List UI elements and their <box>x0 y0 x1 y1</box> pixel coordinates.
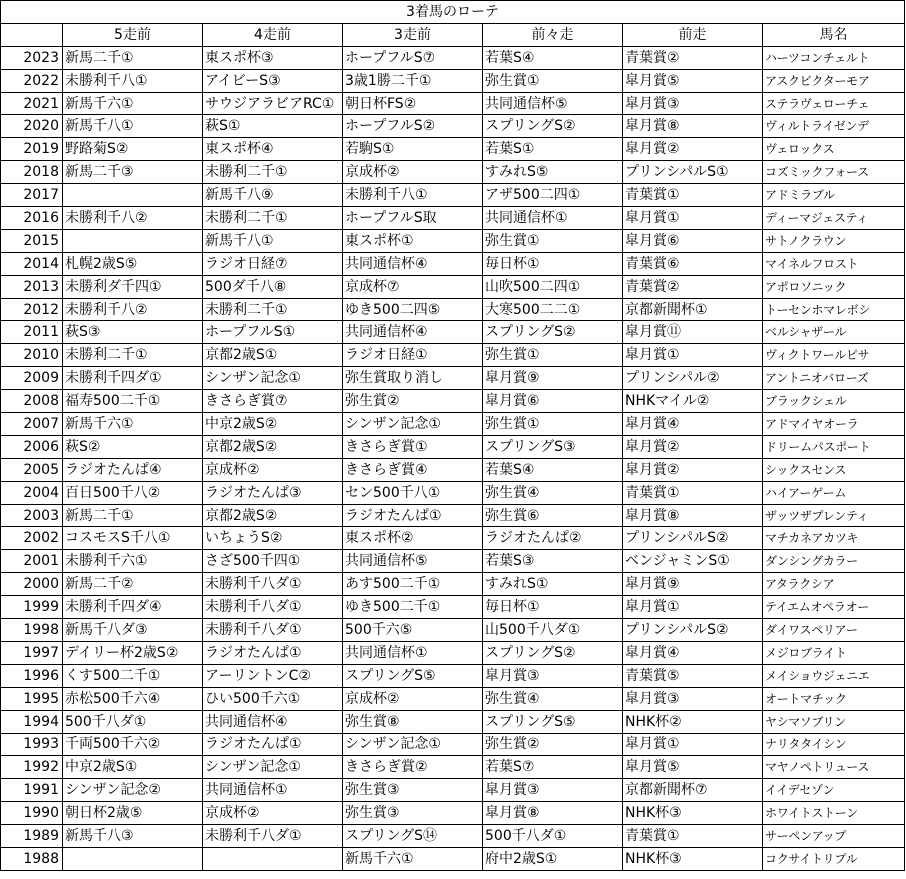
table-row <box>1 115 905 138</box>
race-last-cell: 皐月賞④ <box>623 641 763 664</box>
race-last-cell: 京都新聞杯⑦ <box>623 779 763 802</box>
year-cell: 2000 <box>1 573 63 596</box>
horse-name-cell: コクサイトリプル <box>763 847 905 870</box>
year-cell: 1996 <box>1 664 63 687</box>
table-row <box>1 710 905 733</box>
race-5-ago-cell: 未勝利千四ダ① <box>63 367 203 390</box>
race-4-ago-cell <box>203 847 343 870</box>
race-4-ago-cell: 新馬千八① <box>203 229 343 252</box>
race-2-ago-cell: 大寒500二二① <box>483 298 623 321</box>
year-cell: 2021 <box>1 92 63 115</box>
race-3-ago-cell: 弥生賞⑧ <box>343 710 483 733</box>
race-3-ago-cell: シンザン記念① <box>343 413 483 436</box>
race-4-ago-cell: 東スポ杯④ <box>203 138 343 161</box>
horse-name-cell: アスクビクターモア <box>763 69 905 92</box>
race-4-ago-cell: シンザン記念① <box>203 367 343 390</box>
table-row <box>1 92 905 115</box>
race-5-ago-cell: 赤松500千六④ <box>63 687 203 710</box>
race-last-cell: 皐月賞⑧ <box>623 504 763 527</box>
race-2-ago-cell: 弥生賞④ <box>483 481 623 504</box>
race-3-ago-cell: ゆき500二四⑤ <box>343 298 483 321</box>
race-4-ago-cell: 共同通信杯① <box>203 779 343 802</box>
table-row <box>1 46 905 69</box>
table-row <box>1 161 905 184</box>
table-row <box>1 69 905 92</box>
race-last-cell: NHKマイル② <box>623 390 763 413</box>
race-2-ago-cell: ラジオたんぱ② <box>483 527 623 550</box>
year-cell: 2017 <box>1 184 63 207</box>
table-row <box>1 367 905 390</box>
table-row <box>1 687 905 710</box>
race-2-ago-cell: 共同通信杯① <box>483 207 623 230</box>
race-3-ago-cell: 未勝利千八① <box>343 184 483 207</box>
year-cell: 2015 <box>1 229 63 252</box>
race-3-ago-cell: 東スポ杯② <box>343 527 483 550</box>
year-cell: 2004 <box>1 481 63 504</box>
table-row <box>1 733 905 756</box>
year-cell: 2006 <box>1 435 63 458</box>
race-3-ago-cell: 弥生賞取り消し <box>343 367 483 390</box>
race-last-cell: 皐月賞⑤ <box>623 756 763 779</box>
race-2-ago-cell: 若葉S④ <box>483 458 623 481</box>
year-cell: 2010 <box>1 344 63 367</box>
race-5-ago-cell: 中京2歳S① <box>63 756 203 779</box>
horse-name-cell: ダイワスペリアー <box>763 619 905 642</box>
race-4-ago-cell: アイビーS③ <box>203 69 343 92</box>
horse-name-cell: ハイアーゲーム <box>763 481 905 504</box>
race-3-ago-cell: 共同通信杯④ <box>343 321 483 344</box>
race-4-ago-cell: ラジオたんぱ③ <box>203 481 343 504</box>
horse-name-cell: ハーツコンチェルト <box>763 46 905 69</box>
horse-name-cell: ドリームパスポート <box>763 435 905 458</box>
race-last-cell: 皐月賞① <box>623 733 763 756</box>
race-5-ago-cell: デイリー杯2歳S② <box>63 641 203 664</box>
race-last-cell: 皐月賞② <box>623 138 763 161</box>
horse-name-cell: ベルシャザール <box>763 321 905 344</box>
race-last-cell: 皐月賞⑥ <box>623 229 763 252</box>
race-2-ago-cell: 弥生賞④ <box>483 687 623 710</box>
race-2-ago-cell: 500千八ダ① <box>483 825 623 848</box>
race-2-ago-cell: スプリングS② <box>483 115 623 138</box>
race-2-ago-cell: 山500千八ダ① <box>483 619 623 642</box>
race-last-cell: 皐月賞④ <box>623 413 763 436</box>
header-5-races-ago: 5走前 <box>63 23 203 46</box>
table-row <box>1 664 905 687</box>
race-4-ago-cell: 京成杯② <box>203 458 343 481</box>
race-4-ago-cell: きさらぎ賞⑦ <box>203 390 343 413</box>
year-cell: 2001 <box>1 550 63 573</box>
race-last-cell: 皐月賞② <box>623 458 763 481</box>
race-5-ago-cell: 新馬二千① <box>63 46 203 69</box>
race-3-ago-cell: セン500千八① <box>343 481 483 504</box>
race-4-ago-cell: ラジオたんぱ① <box>203 733 343 756</box>
year-cell: 1991 <box>1 779 63 802</box>
horse-name-cell: トーセンホマレボシ <box>763 298 905 321</box>
race-3-ago-cell: 京成杯⑦ <box>343 275 483 298</box>
race-5-ago-cell: 千両500千六② <box>63 733 203 756</box>
race-5-ago-cell: 新馬二千② <box>63 573 203 596</box>
race-last-cell: 青葉賞⑤ <box>623 664 763 687</box>
race-5-ago-cell: 百日500千八② <box>63 481 203 504</box>
race-last-cell: NHK杯② <box>623 710 763 733</box>
race-4-ago-cell: 未勝利千八ダ① <box>203 825 343 848</box>
race-3-ago-cell: 京成杯② <box>343 161 483 184</box>
race-5-ago-cell <box>63 184 203 207</box>
table-row <box>1 619 905 642</box>
table-title: 3着馬のローテ <box>1 1 905 24</box>
year-cell: 2008 <box>1 390 63 413</box>
race-3-ago-cell: ホープフルS⑦ <box>343 46 483 69</box>
race-3-ago-cell: きさらぎ賞② <box>343 756 483 779</box>
race-5-ago-cell <box>63 229 203 252</box>
race-last-cell: ベンジャミンS① <box>623 550 763 573</box>
race-4-ago-cell: 未勝利千八ダ① <box>203 596 343 619</box>
race-5-ago-cell: 未勝利千八② <box>63 207 203 230</box>
race-2-ago-cell: スプリングS② <box>483 321 623 344</box>
table-row <box>1 573 905 596</box>
table-row <box>1 756 905 779</box>
header-4-races-ago: 4走前 <box>203 23 343 46</box>
race-2-ago-cell: すみれS① <box>483 573 623 596</box>
race-2-ago-cell: 皐月賞⑧ <box>483 802 623 825</box>
horse-name-cell: アポロソニック <box>763 275 905 298</box>
race-5-ago-cell: 野路菊S② <box>63 138 203 161</box>
race-2-ago-cell: 毎日杯① <box>483 252 623 275</box>
race-2-ago-cell: 皐月賞③ <box>483 779 623 802</box>
race-2-ago-cell: 皐月賞⑥ <box>483 390 623 413</box>
race-3-ago-cell: 弥生賞③ <box>343 779 483 802</box>
race-2-ago-cell: すみれS⑤ <box>483 161 623 184</box>
race-last-cell: 青葉賞⑥ <box>623 252 763 275</box>
race-3-ago-cell: 共同通信杯⑤ <box>343 550 483 573</box>
race-5-ago-cell: シンザン記念② <box>63 779 203 802</box>
race-5-ago-cell <box>63 847 203 870</box>
table-row <box>1 550 905 573</box>
race-5-ago-cell: くす500二千① <box>63 664 203 687</box>
year-cell: 1994 <box>1 710 63 733</box>
year-cell: 2019 <box>1 138 63 161</box>
race-last-cell: 皐月賞⑧ <box>623 115 763 138</box>
race-3-ago-cell: ラジオ日経① <box>343 344 483 367</box>
race-3-ago-cell: スプリングS⑤ <box>343 664 483 687</box>
race-4-ago-cell: 新馬千八⑨ <box>203 184 343 207</box>
race-2-ago-cell: 弥生賞⑥ <box>483 504 623 527</box>
race-4-ago-cell: 京成杯② <box>203 802 343 825</box>
race-5-ago-cell: 萩S③ <box>63 321 203 344</box>
table-row <box>1 825 905 848</box>
year-cell: 2022 <box>1 69 63 92</box>
horse-name-cell: ステラヴェローチェ <box>763 92 905 115</box>
race-3-ago-cell: 若駒S① <box>343 138 483 161</box>
year-cell: 1989 <box>1 825 63 848</box>
table-row <box>1 435 905 458</box>
year-cell: 2013 <box>1 275 63 298</box>
table-row <box>1 847 905 870</box>
table-row <box>1 641 905 664</box>
race-3-ago-cell: あす500二千① <box>343 573 483 596</box>
title-row <box>1 1 905 24</box>
year-cell: 2003 <box>1 504 63 527</box>
year-cell: 1998 <box>1 619 63 642</box>
race-2-ago-cell: 若葉S④ <box>483 46 623 69</box>
race-5-ago-cell: コスモスS千八① <box>63 527 203 550</box>
race-last-cell: 皐月賞⑨ <box>623 573 763 596</box>
horse-name-cell: ナリタタイシン <box>763 733 905 756</box>
race-2-ago-cell: 若葉S① <box>483 138 623 161</box>
race-2-ago-cell: 若葉S⑦ <box>483 756 623 779</box>
table-row <box>1 390 905 413</box>
race-2-ago-cell: 共同通信杯⑤ <box>483 92 623 115</box>
race-3-ago-cell: 新馬千六① <box>343 847 483 870</box>
race-2-ago-cell: 弥生賞① <box>483 69 623 92</box>
race-last-cell: 皐月賞⑤ <box>623 69 763 92</box>
race-2-ago-cell: 若葉S③ <box>483 550 623 573</box>
horse-name-cell: イイデセゾン <box>763 779 905 802</box>
horse-name-cell: テイエムオペラオー <box>763 596 905 619</box>
race-3-ago-cell: 東スポ杯① <box>343 229 483 252</box>
header-row <box>1 23 905 46</box>
race-4-ago-cell: 未勝利千八ダ① <box>203 573 343 596</box>
race-4-ago-cell: 未勝利二千① <box>203 298 343 321</box>
race-5-ago-cell: 福寿500二千① <box>63 390 203 413</box>
race-4-ago-cell: ひい500千六① <box>203 687 343 710</box>
race-4-ago-cell: さざ500千四① <box>203 550 343 573</box>
table-row <box>1 321 905 344</box>
race-last-cell: 青葉賞② <box>623 46 763 69</box>
race-3-ago-cell: 京成杯② <box>343 687 483 710</box>
year-cell: 1995 <box>1 687 63 710</box>
year-cell: 2011 <box>1 321 63 344</box>
horse-name-cell: マイネルフロスト <box>763 252 905 275</box>
table-body <box>1 46 905 870</box>
race-5-ago-cell: 未勝利千四ダ④ <box>63 596 203 619</box>
year-cell: 1990 <box>1 802 63 825</box>
year-cell: 2020 <box>1 115 63 138</box>
race-3-ago-cell: 3歳1勝二千① <box>343 69 483 92</box>
race-3-ago-cell: 朝日杯FS② <box>343 92 483 115</box>
year-cell: 2002 <box>1 527 63 550</box>
year-cell: 2023 <box>1 46 63 69</box>
table-row <box>1 481 905 504</box>
race-5-ago-cell: 新馬千六① <box>63 92 203 115</box>
race-3-ago-cell: 弥生賞② <box>343 390 483 413</box>
horse-name-cell: ザッツザプレンティ <box>763 504 905 527</box>
race-last-cell: 皐月賞① <box>623 207 763 230</box>
race-2-ago-cell: 皐月賞⑨ <box>483 367 623 390</box>
race-5-ago-cell: 未勝利ダ千四① <box>63 275 203 298</box>
race-4-ago-cell: サウジアラビアRC① <box>203 92 343 115</box>
race-4-ago-cell: アーリントンC② <box>203 664 343 687</box>
year-cell: 1993 <box>1 733 63 756</box>
header-2-races-ago: 前々走 <box>483 23 623 46</box>
table-row <box>1 207 905 230</box>
race-5-ago-cell: 未勝利千六① <box>63 550 203 573</box>
table-row <box>1 252 905 275</box>
year-cell: 2005 <box>1 458 63 481</box>
race-last-cell: プリンシパルS② <box>623 619 763 642</box>
race-4-ago-cell: 共同通信杯④ <box>203 710 343 733</box>
year-cell: 2016 <box>1 207 63 230</box>
year-cell: 1999 <box>1 596 63 619</box>
race-4-ago-cell: 未勝利二千① <box>203 207 343 230</box>
race-4-ago-cell: 京都2歳S② <box>203 504 343 527</box>
race-2-ago-cell: スプリングS② <box>483 641 623 664</box>
race-5-ago-cell: 新馬二千③ <box>63 161 203 184</box>
race-3-ago-cell: きさらぎ賞① <box>343 435 483 458</box>
race-last-cell: プリンシパルS② <box>623 527 763 550</box>
race-5-ago-cell: 萩S② <box>63 435 203 458</box>
race-4-ago-cell: 500ダ千八⑧ <box>203 275 343 298</box>
table-row <box>1 779 905 802</box>
horse-name-cell: オートマチック <box>763 687 905 710</box>
horse-name-cell: メイショウジェニエ <box>763 664 905 687</box>
table-row <box>1 413 905 436</box>
race-last-cell: 青葉賞① <box>623 825 763 848</box>
race-last-cell: 皐月賞② <box>623 435 763 458</box>
race-last-cell: 京都新聞杯① <box>623 298 763 321</box>
race-5-ago-cell: 新馬千八③ <box>63 825 203 848</box>
table-row <box>1 184 905 207</box>
horse-name-cell: ヴィクトワールピサ <box>763 344 905 367</box>
horse-name-cell: アドミラブル <box>763 184 905 207</box>
race-2-ago-cell: スプリングS⑤ <box>483 710 623 733</box>
race-4-ago-cell: ホープフルS① <box>203 321 343 344</box>
race-4-ago-cell: 京都2歳S② <box>203 435 343 458</box>
header-year <box>1 23 63 46</box>
horse-name-cell: ブラックシェル <box>763 390 905 413</box>
year-cell: 1988 <box>1 847 63 870</box>
race-5-ago-cell: 未勝利千八② <box>63 298 203 321</box>
race-5-ago-cell: ラジオたんぱ④ <box>63 458 203 481</box>
race-4-ago-cell: 京都2歳S① <box>203 344 343 367</box>
horse-name-cell: ヤシマソブリン <box>763 710 905 733</box>
race-3-ago-cell: 500千六⑤ <box>343 619 483 642</box>
race-5-ago-cell: 500千八ダ① <box>63 710 203 733</box>
race-3-ago-cell: スプリングS⑭ <box>343 825 483 848</box>
race-last-cell: 皐月賞① <box>623 344 763 367</box>
horse-name-cell: メジロブライト <box>763 641 905 664</box>
race-4-ago-cell: 未勝利二千① <box>203 161 343 184</box>
race-last-cell: プリンシパル② <box>623 367 763 390</box>
race-3-ago-cell: ホープフルS② <box>343 115 483 138</box>
race-5-ago-cell: 新馬千六① <box>63 413 203 436</box>
race-4-ago-cell: シンザン記念① <box>203 756 343 779</box>
race-4-ago-cell: 中京2歳S② <box>203 413 343 436</box>
header-3-races-ago: 3走前 <box>343 23 483 46</box>
horse-name-cell: コズミックフォース <box>763 161 905 184</box>
table-row <box>1 344 905 367</box>
year-cell: 2018 <box>1 161 63 184</box>
horse-name-cell: マチカネアカツキ <box>763 527 905 550</box>
table-row <box>1 458 905 481</box>
race-last-cell: プリンシパルS① <box>623 161 763 184</box>
race-3-ago-cell: ホープフルS取 <box>343 207 483 230</box>
race-last-cell: 青葉賞② <box>623 275 763 298</box>
race-2-ago-cell: スプリングS③ <box>483 435 623 458</box>
race-4-ago-cell: 未勝利千八ダ① <box>203 619 343 642</box>
horse-name-cell: アントニオバローズ <box>763 367 905 390</box>
horse-name-cell: ダンシングカラー <box>763 550 905 573</box>
race-5-ago-cell: 未勝利千八① <box>63 69 203 92</box>
race-2-ago-cell: 府中2歳S① <box>483 847 623 870</box>
race-5-ago-cell: 新馬二千① <box>63 504 203 527</box>
header-last-race: 前走 <box>623 23 763 46</box>
horse-name-cell: ヴィルトライゼンデ <box>763 115 905 138</box>
race-last-cell: NHK杯③ <box>623 847 763 870</box>
year-cell: 2014 <box>1 252 63 275</box>
race-3-ago-cell: 弥生賞③ <box>343 802 483 825</box>
horse-name-cell: ヴェロックス <box>763 138 905 161</box>
race-3-ago-cell: ゆき500二千① <box>343 596 483 619</box>
race-5-ago-cell: 未勝利二千① <box>63 344 203 367</box>
race-last-cell: 皐月賞③ <box>623 687 763 710</box>
race-last-cell: 青葉賞① <box>623 481 763 504</box>
horse-name-cell: サーペンアップ <box>763 825 905 848</box>
header-horse-name: 馬名 <box>763 23 905 46</box>
race-2-ago-cell: 皐月賞③ <box>483 664 623 687</box>
race-3-ago-cell: ラジオたんぱ① <box>343 504 483 527</box>
year-cell: 1992 <box>1 756 63 779</box>
race-5-ago-cell: 朝日杯2歳⑤ <box>63 802 203 825</box>
horse-name-cell: アドマイヤオーラ <box>763 413 905 436</box>
table-row <box>1 527 905 550</box>
race-3-ago-cell: きさらぎ賞④ <box>343 458 483 481</box>
race-2-ago-cell: 弥生賞① <box>483 229 623 252</box>
table-row <box>1 229 905 252</box>
race-4-ago-cell: ラジオ日経⑦ <box>203 252 343 275</box>
race-last-cell: 皐月賞③ <box>623 92 763 115</box>
race-last-cell: 青葉賞① <box>623 184 763 207</box>
horse-name-cell: マヤノペトリュース <box>763 756 905 779</box>
race-4-ago-cell: 萩S① <box>203 115 343 138</box>
year-cell: 2009 <box>1 367 63 390</box>
race-4-ago-cell: いちょうS② <box>203 527 343 550</box>
race-2-ago-cell: 弥生賞① <box>483 413 623 436</box>
race-3-ago-cell: 共同通信杯① <box>343 641 483 664</box>
year-cell: 2007 <box>1 413 63 436</box>
race-2-ago-cell: 弥生賞② <box>483 733 623 756</box>
race-last-cell: NHK杯③ <box>623 802 763 825</box>
race-2-ago-cell: 毎日杯① <box>483 596 623 619</box>
table-row <box>1 138 905 161</box>
race-3-ago-cell: 共同通信杯④ <box>343 252 483 275</box>
race-5-ago-cell: 札幌2歳S⑤ <box>63 252 203 275</box>
year-cell: 1997 <box>1 641 63 664</box>
table-row <box>1 298 905 321</box>
horse-name-cell: アタラクシア <box>763 573 905 596</box>
race-5-ago-cell: 新馬千八① <box>63 115 203 138</box>
race-2-ago-cell: 弥生賞① <box>483 344 623 367</box>
race-last-cell: 皐月賞① <box>623 596 763 619</box>
race-5-ago-cell: 新馬千八ダ③ <box>63 619 203 642</box>
race-2-ago-cell: 山吹500二四① <box>483 275 623 298</box>
table-row <box>1 802 905 825</box>
horse-name-cell: サトノクラウン <box>763 229 905 252</box>
horse-name-cell: ホワイトストーン <box>763 802 905 825</box>
race-2-ago-cell: アザ500二四① <box>483 184 623 207</box>
horse-name-cell: ディーマジェスティ <box>763 207 905 230</box>
race-3-ago-cell: シンザン記念① <box>343 733 483 756</box>
year-cell: 2012 <box>1 298 63 321</box>
horse-name-cell: シックスセンス <box>763 458 905 481</box>
race-4-ago-cell: 東スポ杯③ <box>203 46 343 69</box>
table-row <box>1 275 905 298</box>
race-4-ago-cell: ラジオたんぱ① <box>203 641 343 664</box>
race-last-cell: 皐月賞⑪ <box>623 321 763 344</box>
table-row <box>1 596 905 619</box>
table-row <box>1 504 905 527</box>
